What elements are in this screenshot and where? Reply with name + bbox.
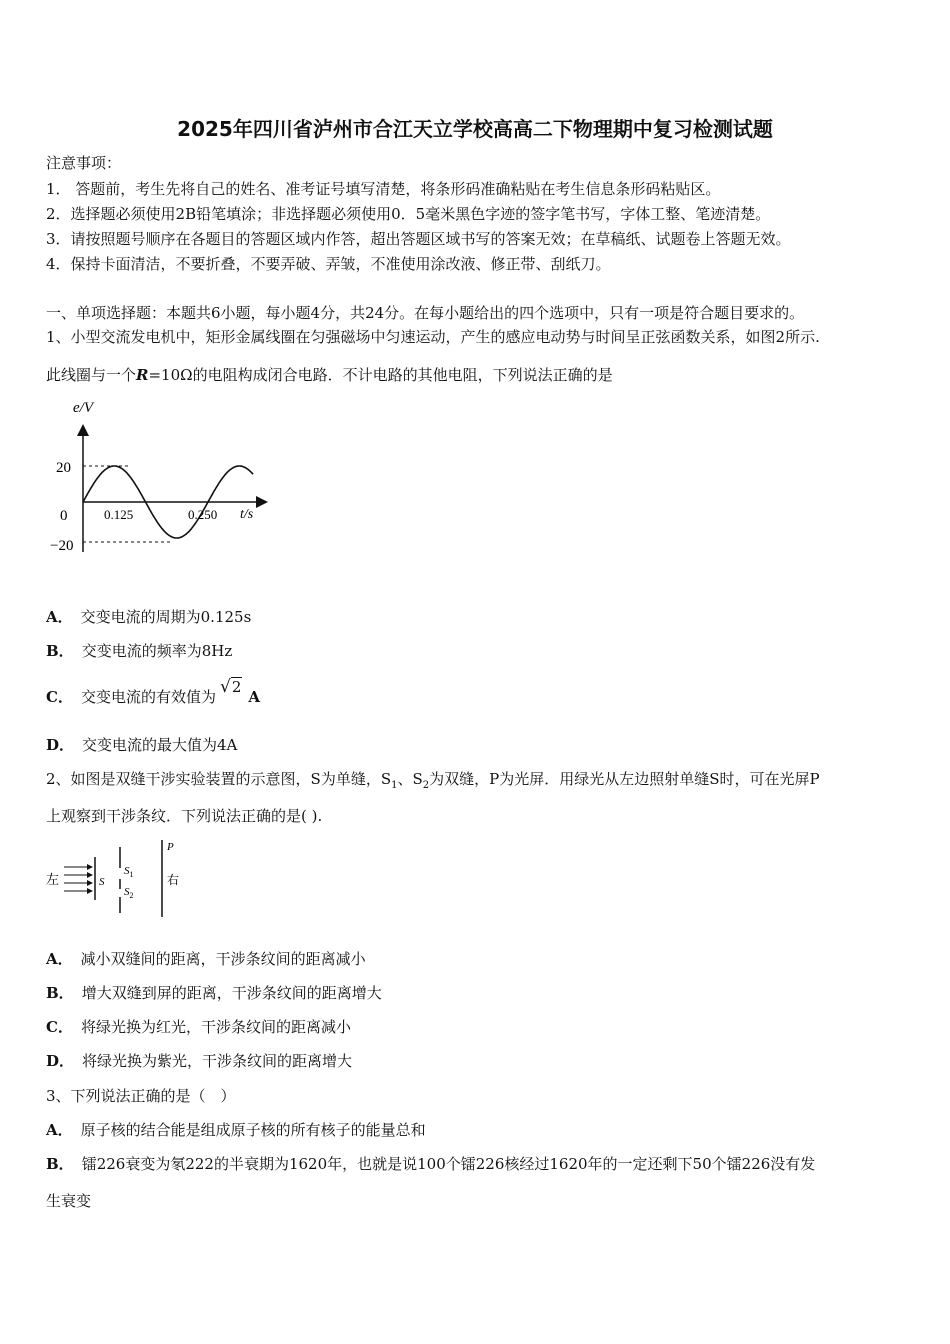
slit-s1-label xyxy=(124,865,134,879)
screen-p-label: P xyxy=(167,841,174,853)
option-text: 交变电流的频率为8Hz xyxy=(81,642,233,660)
q1-sine-graph xyxy=(40,392,280,567)
q2-option-c xyxy=(46,1016,351,1037)
slit-s-label: S xyxy=(99,876,105,888)
option-text: 交变电流的最大值为4A xyxy=(82,736,238,754)
sqrt-sign: √ xyxy=(219,677,231,697)
option-letter: B． xyxy=(46,642,74,660)
q2-double-slit-diagram xyxy=(40,835,200,925)
sqrt-expression xyxy=(220,677,242,697)
q3-stem: 3、下列说法正确的是（ ） xyxy=(46,1087,236,1105)
option-text: 将绿光换为紫光，干涉条纹间的距离增大 xyxy=(82,1052,353,1070)
subscript: 1 xyxy=(391,780,398,791)
option-letter: A． xyxy=(46,950,73,968)
slit-s2-label xyxy=(124,886,134,900)
option-letter: C． xyxy=(46,1018,73,1036)
option-unit: A xyxy=(248,688,260,706)
q2-stem-line2: 上观察到干涉条纹．下列说法正确的是( ). xyxy=(46,807,323,825)
option-text: 交变电流的周期为0.125s xyxy=(80,608,252,626)
option-letter: B． xyxy=(46,1155,74,1173)
q1-stem-text: 此线圈与一个 xyxy=(46,366,137,384)
option-text: 交变电流的有效值为 xyxy=(80,688,216,706)
q1-option-d xyxy=(46,734,237,755)
slit-s2-letter: S xyxy=(124,886,130,898)
option-letter: A． xyxy=(46,608,73,626)
slit-s2-sub: 2 xyxy=(129,891,134,900)
q2-stem-text: 2、如图是双缝干涉实验装置的示意图，S为单缝，S xyxy=(46,770,392,788)
option-text: 减小双缝间的距离，干涉条纹间的距离减小 xyxy=(80,950,366,968)
q2-option-b xyxy=(46,982,382,1003)
q3-option-b-continued: 生衰变 xyxy=(46,1192,92,1210)
q1-option-c xyxy=(46,677,260,707)
x-axis-label: t/s xyxy=(240,507,254,522)
q2-stem-text: 为双缝，P为光屏．用绿光从左边照射单缝S时，可在光屏P xyxy=(429,770,820,788)
left-label: 左 xyxy=(46,872,60,887)
q1-stem-line1: 1、小型交流发电机中，矩形金属线圈在匀强磁场中匀速运动，产生的感应电动势与时间呈正弦函数关系，如图2所示. xyxy=(46,328,820,346)
notice-item: 1． 答题前，考生先将自己的姓名、准考证号填写清楚，将条形码准确粘贴在考生信息条形码粘贴区。 xyxy=(46,180,721,198)
q1-option-b xyxy=(46,640,232,661)
option-letter: D． xyxy=(46,1052,75,1070)
x-tick-label: 0.125 xyxy=(104,507,134,522)
q2-stem-text: 、S xyxy=(397,770,423,788)
q1-stem-line2 xyxy=(46,364,613,385)
slit-s1-sub: 1 xyxy=(129,870,134,879)
right-label: 右 xyxy=(167,873,180,887)
subscript: 2 xyxy=(422,780,430,791)
section-heading: 一、单项选择题：本题共6小题，每小题4分，共24分。在每小题给出的四个选项中，只有一项是符合题目要求的。 xyxy=(46,304,805,322)
q1-option-a xyxy=(46,606,251,627)
q1-stem-text: =10Ω的电阻构成闭合电路．不计电路的其他电阻，下列说法正确的是 xyxy=(148,366,613,384)
page-title: 2025年四川省泸州市合江天立学校高高二下物理期中复习检测试题 xyxy=(177,117,773,141)
x-tick-label: 0.250 xyxy=(188,507,218,522)
option-text: 原子核的结合能是组成原子核的所有核子的能量总和 xyxy=(80,1121,426,1139)
y-tick-label: −20 xyxy=(50,538,74,554)
option-letter: D． xyxy=(46,736,75,754)
notice-item: 4．保持卡面清洁，不要折叠，不要弄破、弄皱，不准使用涂改液、修正带、刮纸刀。 xyxy=(46,255,611,273)
notice-item: 2．选择题必须使用2B铅笔填涂；非选择题必须使用0．5毫米黑色字迹的签字笔书写，字体工整、笔迹清楚。 xyxy=(46,205,771,223)
sqrt-value: 2 xyxy=(231,678,242,696)
option-text: 增大双缝到屏的距离，干涉条纹间的距离增大 xyxy=(81,984,382,1002)
q2-stem-line1 xyxy=(46,768,820,791)
notice-item: 3．请按照题号顺序在各题目的答题区域内作答，超出答题区域书写的答案无效；在草稿纸、试题卷上答题无效。 xyxy=(46,230,791,248)
q2-option-a xyxy=(46,948,366,969)
resistor-symbol: R xyxy=(136,366,149,384)
q2-option-d xyxy=(46,1050,352,1071)
notice-heading: 注意事项： xyxy=(46,154,122,172)
option-text: 将绿光换为红光，干涉条纹间的距离减小 xyxy=(80,1018,351,1036)
y-tick-label: 0 xyxy=(60,508,68,524)
option-letter: A． xyxy=(46,1121,73,1139)
y-tick-label: 20 xyxy=(56,460,71,476)
option-letter: B． xyxy=(46,984,74,1002)
q3-option-a xyxy=(46,1119,426,1140)
y-axis-label: e/V xyxy=(73,400,93,416)
option-text: 镭226衰变为氡222的半衰期为1620年，也就是说100个镭226核经过1620年的一定还剩下50个镭226没有发 xyxy=(81,1155,816,1173)
option-letter: C． xyxy=(46,688,73,706)
slit-s1-letter: S xyxy=(124,865,130,877)
q3-option-b xyxy=(46,1153,815,1174)
